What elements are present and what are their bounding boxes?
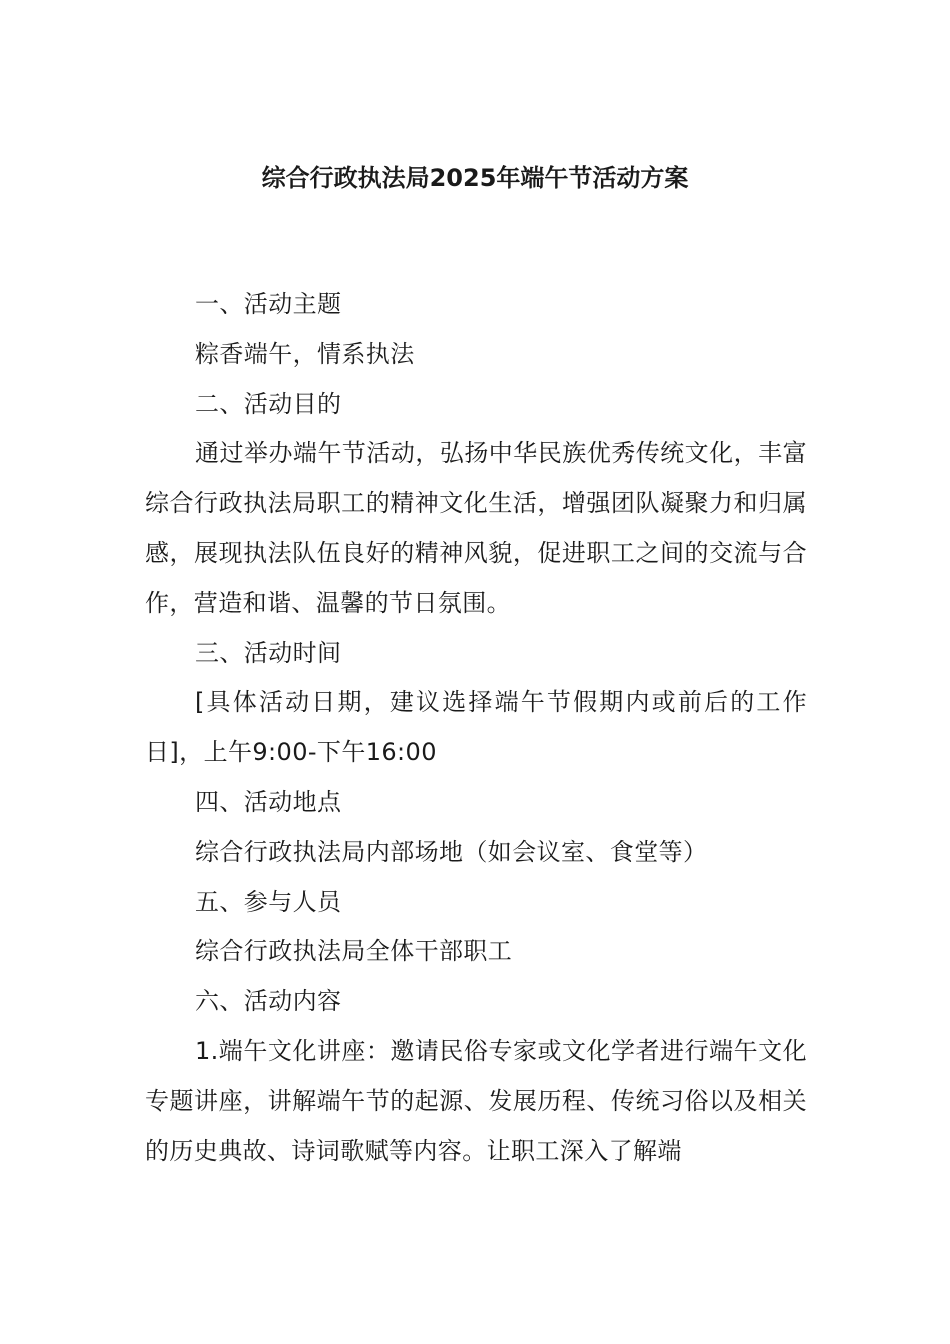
- heading-activity-location: 四、活动地点: [195, 787, 342, 816]
- heading-activity-content: 六、活动内容: [195, 987, 342, 1016]
- activity-location-text: 综合行政执法局内部场地（如会议室、食堂等）: [195, 837, 708, 866]
- activity-purpose-text: 通过举办端午节活动，弘扬中华民族优秀传统文化，丰富综合行政执法局职工的精神文化生活，增强团队凝聚力和归属感，展现执法队伍良好的精神风貌，促进职工之间的交流与合作，营造和谐、温馨的节日氛围。: [145, 439, 807, 617]
- activity-theme-text: 粽香端午，情系执法: [195, 339, 415, 368]
- document-title: 综合行政执法局2025年端午节活动方案: [261, 164, 689, 192]
- heading-participants: 五、参与人员: [195, 887, 342, 916]
- activity-time-text: [具体活动日期，建议选择端午节假期内或前后的工作日]，上午9:00-下午16:00: [145, 688, 807, 767]
- activity-content-item-1: 1.端午文化讲座：邀请民俗专家或文化学者进行端午文化专题讲座，讲解端午节的起源、发展历程、传统习俗以及相关的历史典故、诗词歌赋等内容。让职工深入了解端: [145, 1036, 807, 1165]
- document-body: [145, 280, 807, 1176]
- heading-activity-time: 三、活动时间: [195, 638, 342, 667]
- heading-activity-theme: 一、活动主题: [195, 290, 342, 318]
- heading-activity-purpose: 二、活动目的: [195, 389, 342, 418]
- participants-text: 综合行政执法局全体干部职工: [195, 937, 513, 966]
